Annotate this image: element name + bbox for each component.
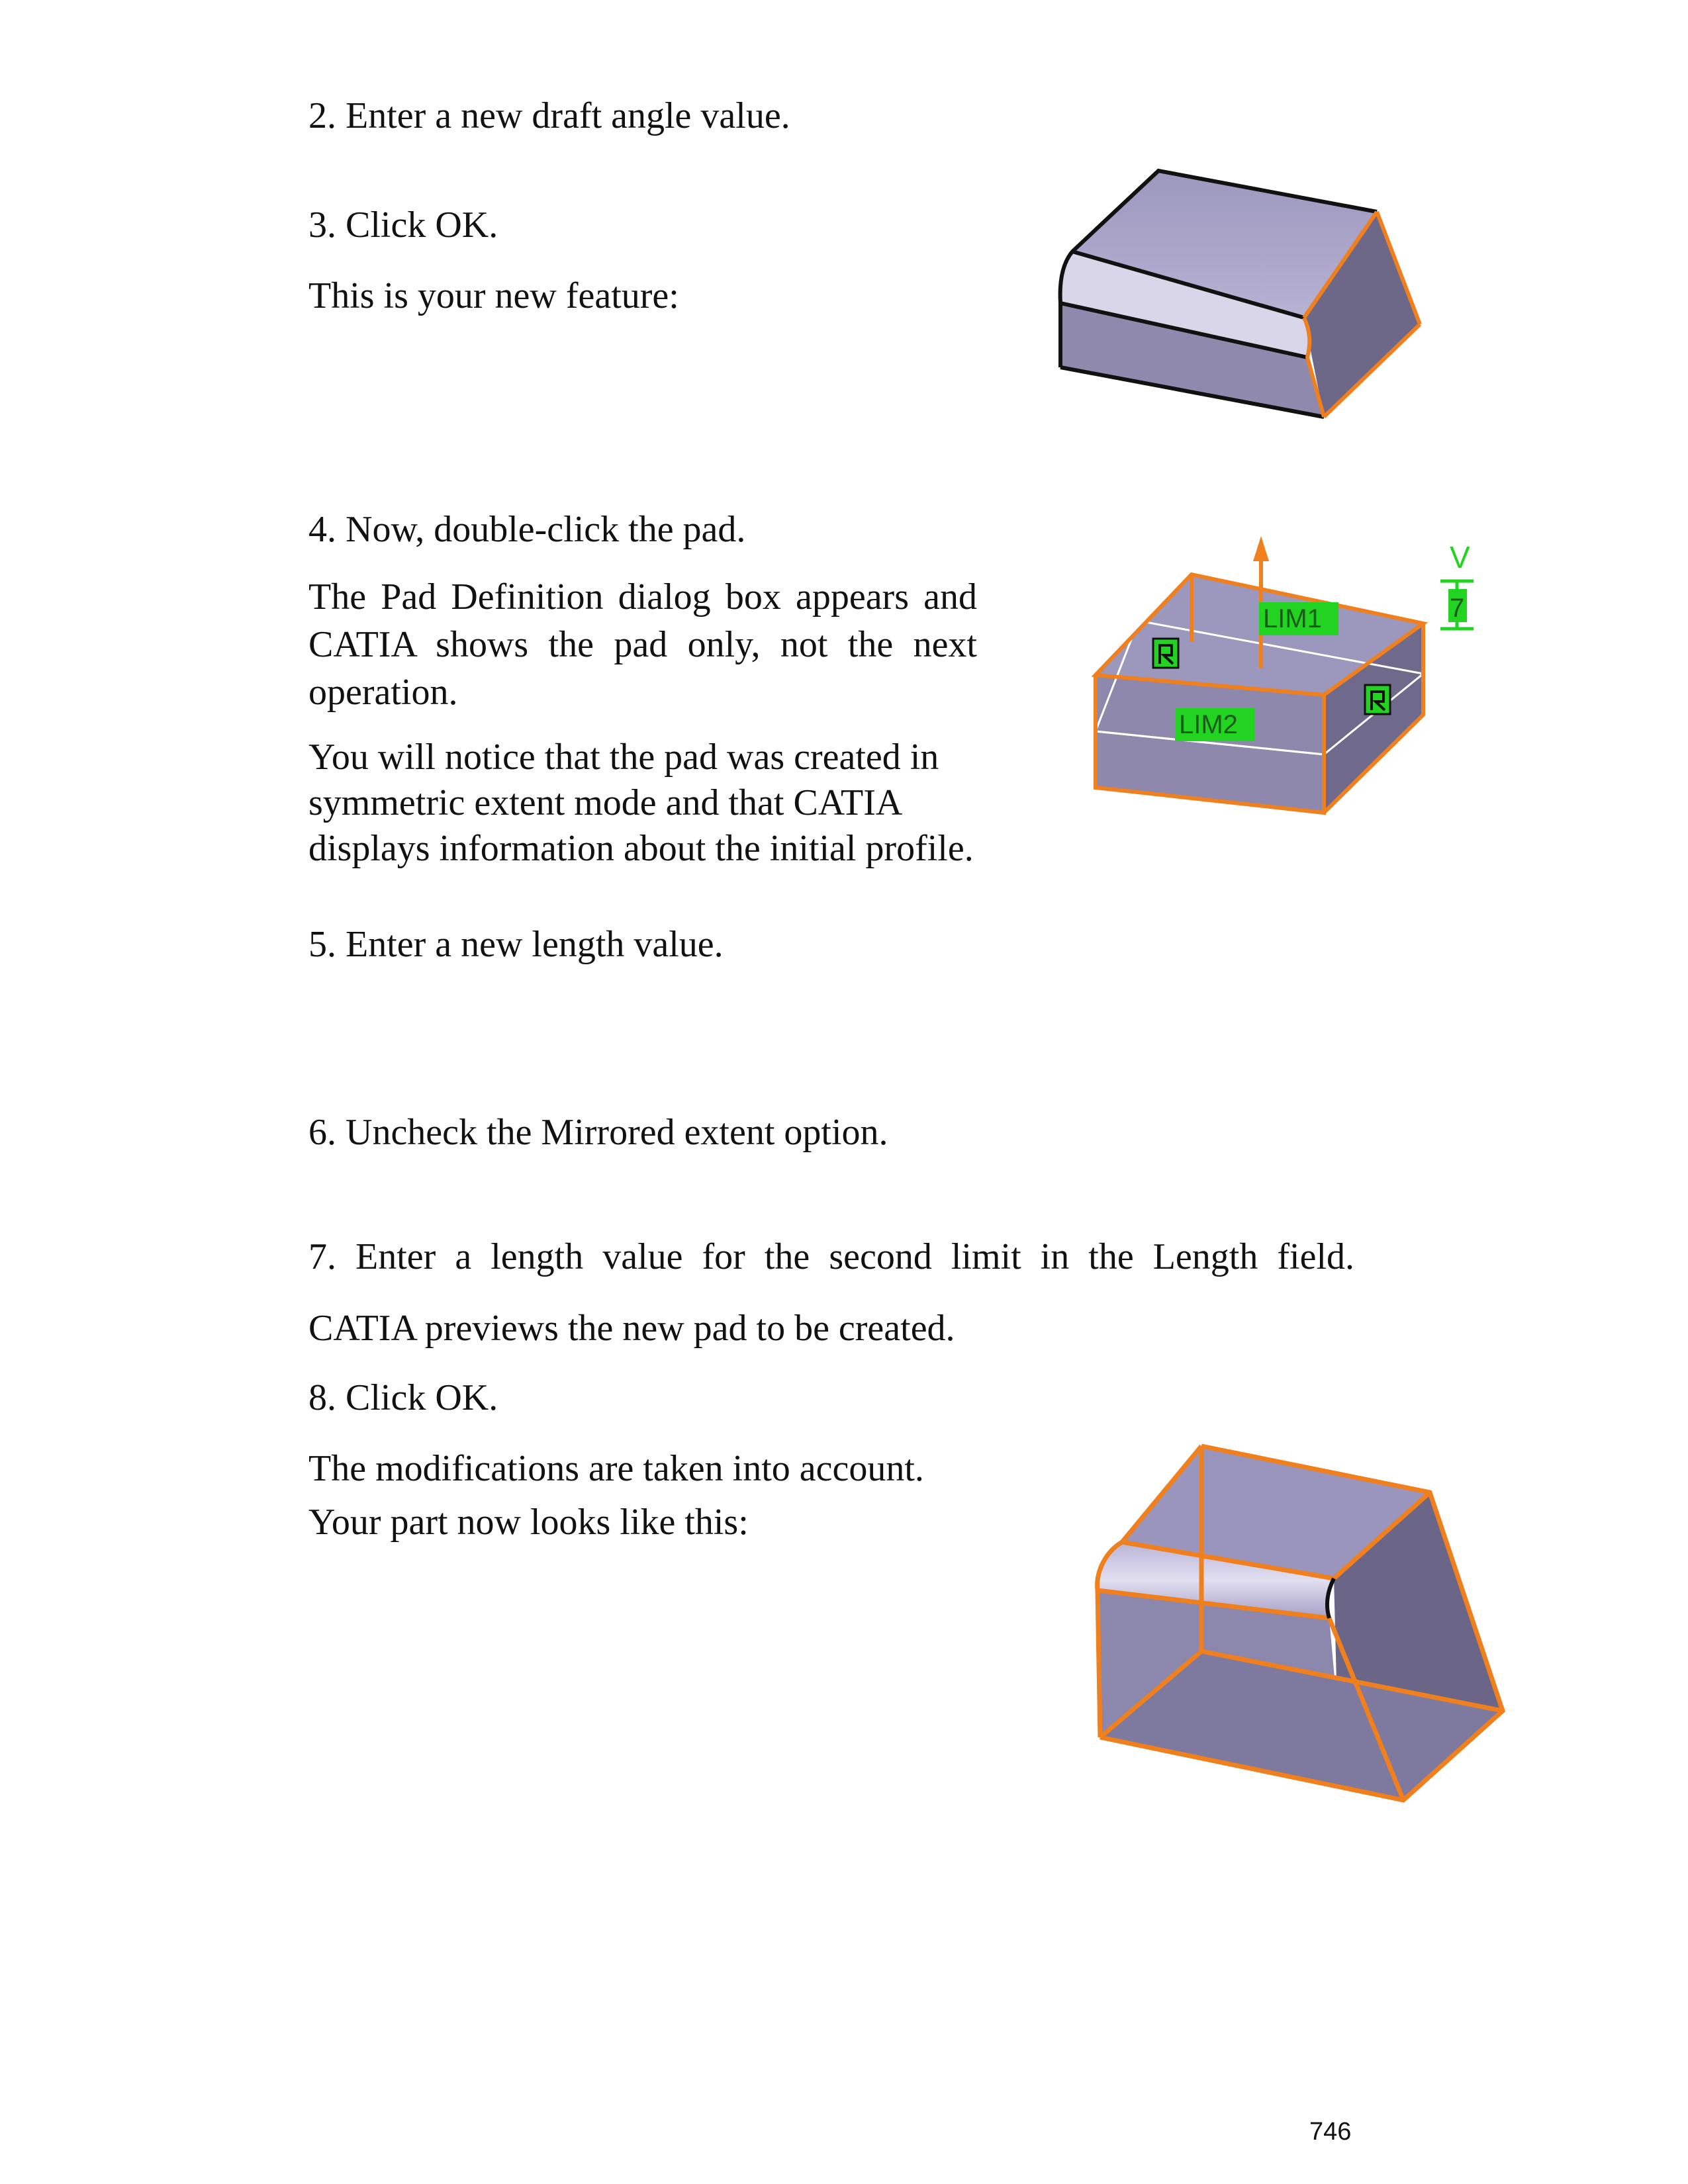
step-4-text: 4. Now, double-click the pad. <box>308 509 746 550</box>
pad-dialog-paragraph: The Pad Definition dialog box appears and CATIA shows the pad only, not the next operation. <box>308 576 977 713</box>
part-looks-text: Your part now looks like this: <box>308 1502 749 1543</box>
step-6-text: 6. Uncheck the Mirrored extent option. <box>308 1112 888 1153</box>
step-5-text: 5. Enter a new length value. <box>308 924 724 965</box>
lim2-label: LIM2 <box>1179 710 1238 739</box>
modifications-text: The modifications are taken into account. <box>308 1448 924 1489</box>
axis-digit-label: 7 <box>1450 594 1465 623</box>
page-number: 746 <box>1309 2118 1352 2146</box>
axis-indicator-icon <box>1440 540 1474 629</box>
figure-pad-limits <box>1079 510 1509 834</box>
step-2-text: 2. Enter a new draft angle value. <box>308 95 790 136</box>
new-feature-caption: This is your new feature: <box>308 275 679 316</box>
lim1-label: LIM1 <box>1263 604 1322 633</box>
step-3-text: 3. Click OK. <box>308 205 498 246</box>
figure-drafted-pad <box>1046 159 1443 450</box>
figure-final-part <box>1086 1436 1523 1820</box>
step-7-text: 7. Enter a length value for the second limit in the Length field. <box>308 1236 1354 1277</box>
previews-text: CATIA previews the new pad to be created. <box>308 1308 955 1349</box>
rotation-handle-icon <box>1365 685 1390 714</box>
step-8-text: 8. Click OK. <box>308 1377 498 1418</box>
axis-v-label: V <box>1450 540 1470 574</box>
notice-paragraph: You will notice that the pad was created in symmetric extent mode and that CATIA displays information about the initial profile. <box>308 737 974 869</box>
rotation-handle-icon <box>1153 639 1178 668</box>
